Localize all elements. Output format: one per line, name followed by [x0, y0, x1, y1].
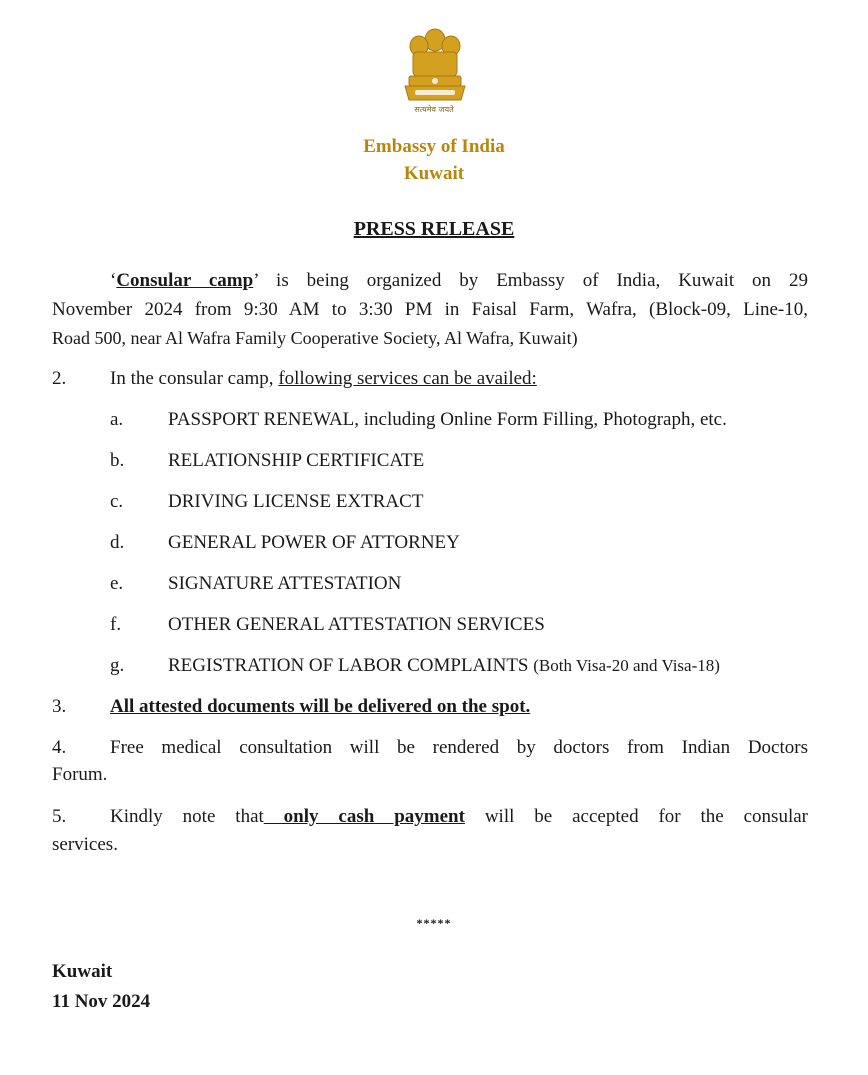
para3-number: 3. — [52, 696, 67, 717]
consular-camp-term: Consular camp — [116, 270, 254, 291]
service-item-note: (Both Visa-20 and Visa-18) — [533, 656, 720, 675]
para4-line1: Free medical consultation will be rendered by doctors from Indian Doctors — [110, 737, 808, 758]
embassy-name: Embassy of India — [363, 136, 505, 157]
footer-date: 11 Nov 2024 — [52, 991, 151, 1012]
para1-line1 — [52, 270, 808, 292]
service-letter: f. — [110, 614, 122, 635]
para4-number: 4. — [52, 737, 67, 758]
para3-text: All attested documents will be delivered on the spot. — [110, 696, 531, 717]
service-letter: e. — [110, 573, 124, 594]
footer-place: Kuwait — [52, 961, 113, 982]
para1-line3: Road 500, near Al Wafra Family Cooperative Society, Al Wafra, Kuwait) — [52, 328, 578, 348]
service-item: GENERAL POWER OF ATTORNEY — [168, 532, 460, 553]
para5-rest: will be accepted for the consular — [464, 806, 808, 827]
para1-rest: ’ is being organized by Embassy of India, Kuwait on 29 — [253, 270, 808, 291]
service-item: DRIVING LICENSE EXTRACT — [168, 491, 424, 512]
para4-line2: Forum. — [52, 764, 108, 785]
para2-lead — [110, 368, 537, 390]
para5-lead: Kindly note that — [110, 806, 264, 827]
page-title: PRESS RELEASE — [353, 218, 515, 240]
national-emblem-icon — [395, 26, 475, 108]
para5-number: 5. — [52, 806, 67, 827]
service-item: SIGNATURE ATTESTATION — [168, 573, 402, 594]
para5-line1 — [110, 806, 808, 828]
service-item-text: REGISTRATION OF LABOR COMPLAINTS — [168, 655, 529, 676]
service-letter: a. — [110, 409, 124, 430]
emblem-motto: सत्यमेव जयते — [414, 105, 454, 114]
service-item — [168, 655, 720, 677]
service-item: RELATIONSHIP CERTIFICATE — [168, 450, 425, 471]
separator: ***** — [416, 916, 452, 930]
para2-lead-underlined: following services can be availed: — [278, 368, 537, 389]
open-quote: ‘ — [110, 270, 117, 291]
para2-number: 2. — [52, 368, 67, 389]
cash-payment-emphasis: only cash payment — [263, 806, 465, 827]
service-item: OTHER GENERAL ATTESTATION SERVICES — [168, 614, 545, 635]
service-letter: c. — [110, 491, 124, 512]
embassy-location: Kuwait — [403, 163, 465, 184]
para5-line2: services. — [52, 834, 118, 855]
service-letter: g. — [110, 655, 125, 676]
service-letter: b. — [110, 450, 125, 471]
para2-lead-text: In the consular camp, — [110, 368, 279, 389]
service-letter: d. — [110, 532, 125, 553]
para1-line2: November 2024 from 9:30 AM to 3:30 PM in Faisal Farm, Wafra, (Block-09, Line-10, — [52, 299, 808, 320]
service-item: PASSPORT RENEWAL, including Online Form Filling, Photograph, etc. — [168, 409, 727, 430]
